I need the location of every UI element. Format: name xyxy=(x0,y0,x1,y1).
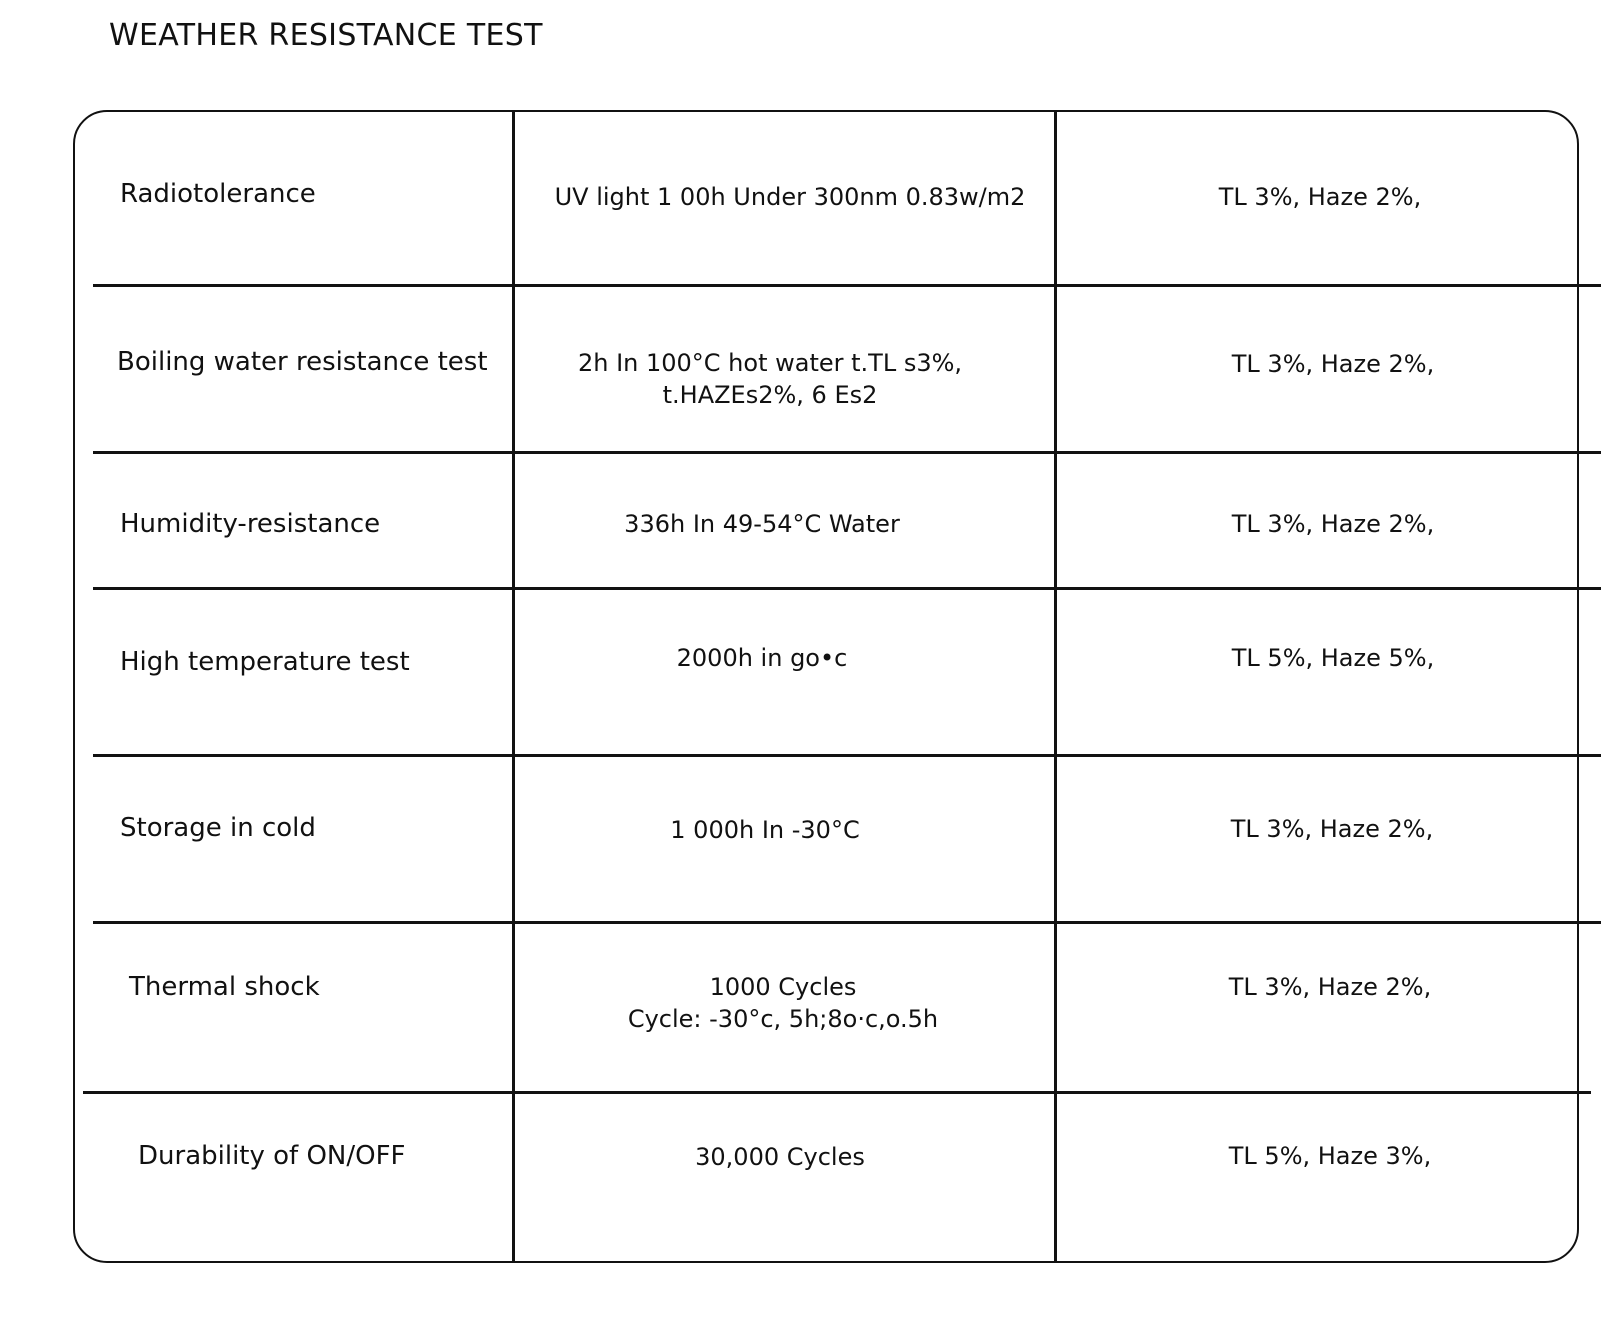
test-condition: UV light 1 00h Under 300nm 0.83w/m2 xyxy=(554,183,1026,211)
test-result: TL 3%, Haze 2%, xyxy=(1228,973,1432,1001)
row-divider xyxy=(93,754,1601,757)
row-divider xyxy=(93,587,1601,590)
test-result: TL 3%, Haze 2%, xyxy=(1231,510,1435,538)
test-result: TL 5%, Haze 5%, xyxy=(1231,644,1435,672)
test-name: High temperature test xyxy=(120,647,410,677)
test-result: TL 3%, Haze 2%, xyxy=(1230,815,1434,843)
test-result: TL 3%, Haze 2%, xyxy=(1231,350,1435,378)
test-condition: 2000h in go•c xyxy=(676,644,848,672)
test-name: Storage in cold xyxy=(120,813,316,843)
test-name: Radiotolerance xyxy=(120,179,316,209)
test-condition: 30,000 Cycles xyxy=(695,1143,865,1171)
test-condition: 2h In 100°C hot water t.TL s3%, t.HAZEs2%, 6 Es2 xyxy=(577,349,963,409)
row-divider xyxy=(93,921,1601,924)
page-title: WEATHER RESISTANCE TEST xyxy=(109,18,543,53)
row-divider xyxy=(83,1091,1591,1094)
row-divider xyxy=(93,451,1601,454)
test-result: TL 3%, Haze 2%, xyxy=(1218,183,1422,211)
test-name: Humidity-resistance xyxy=(120,509,381,539)
row-divider xyxy=(93,284,1601,287)
test-result: TL 5%, Haze 3%, xyxy=(1228,1142,1432,1170)
test-name: Thermal shock xyxy=(129,972,320,1002)
test-name: Durability of ON/OFF xyxy=(138,1141,406,1171)
test-name: Boiling water resistance test xyxy=(117,347,488,377)
test-condition: 1000 Cycles Cycle: -30°c, 5h;8o·c,o.5h xyxy=(627,973,939,1033)
test-condition: 1 000h In -30°C xyxy=(670,816,860,844)
test-condition: 336h In 49-54°C Water xyxy=(624,510,900,538)
